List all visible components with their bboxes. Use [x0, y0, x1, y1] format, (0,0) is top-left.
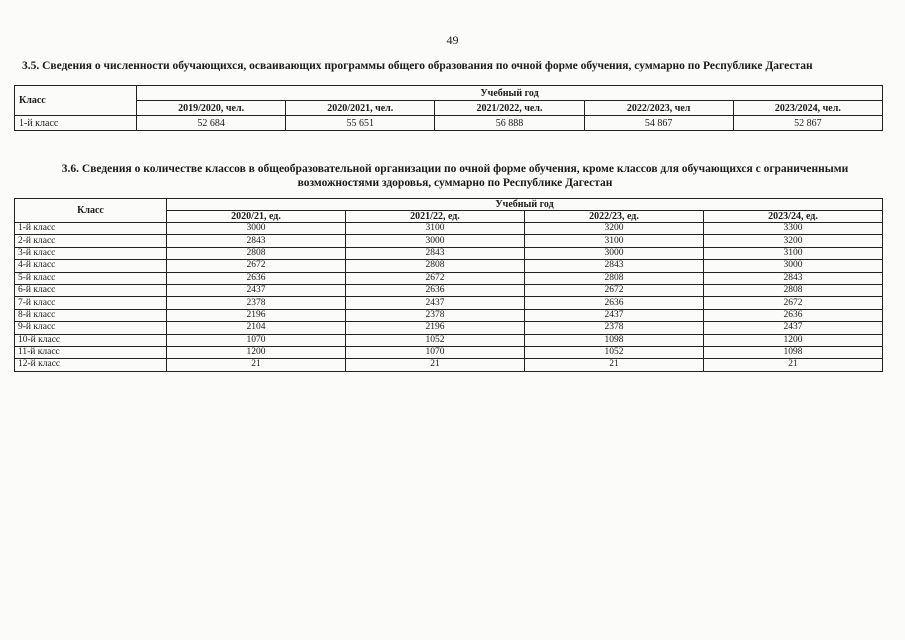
cell-value: 2843	[346, 247, 525, 259]
cell-value: 3200	[525, 223, 704, 235]
cell-value: 3100	[704, 247, 883, 259]
row-label: 8-й класс	[15, 309, 167, 321]
cell-value: 2636	[167, 272, 346, 284]
cell-value: 2636	[704, 309, 883, 321]
table-row	[15, 297, 883, 309]
cell-value: 1070	[167, 334, 346, 346]
cell-value: 1200	[167, 346, 346, 358]
row-label: 6-й класс	[15, 284, 167, 296]
cell-value: 2378	[525, 322, 704, 334]
row-label: 9-й класс	[15, 322, 167, 334]
cell-value: 2196	[346, 322, 525, 334]
table-row	[15, 284, 883, 296]
cell-value: 2808	[346, 260, 525, 272]
cell-value: 21	[167, 359, 346, 371]
cell-value: 2672	[346, 272, 525, 284]
cell-value: 54 867	[584, 116, 733, 131]
cell-value: 1052	[346, 334, 525, 346]
cell-value: 3000	[704, 260, 883, 272]
row-label: 4-й класс	[15, 260, 167, 272]
cell-value: 2843	[704, 272, 883, 284]
table-row	[15, 116, 883, 131]
academic-year-header: Учебный год	[167, 199, 883, 211]
cell-value: 3000	[346, 235, 525, 247]
cell-value: 2437	[167, 284, 346, 296]
table-row	[15, 346, 883, 358]
row-label: 3-й класс	[15, 247, 167, 259]
cell-value: 2636	[525, 297, 704, 309]
cell-value: 3100	[525, 235, 704, 247]
cell-value: 2843	[167, 235, 346, 247]
row-label: 1-й класс	[15, 223, 167, 235]
year-header: 2023/2024, чел.	[733, 101, 882, 116]
table-row	[15, 223, 883, 235]
row-label: 11-й класс	[15, 346, 167, 358]
cell-value: 3000	[525, 247, 704, 259]
cell-value: 2378	[167, 297, 346, 309]
class-column-header: Класс	[15, 86, 137, 116]
cell-value: 2104	[167, 322, 346, 334]
section-3-6-title-line1: 3.6. Сведения о количестве классов в общеобразовательной организации по очной форме обучения, кроме классов для обучающихся с ограниченными	[61, 163, 849, 175]
table-row	[15, 272, 883, 284]
cell-value: 2672	[167, 260, 346, 272]
section-3-6-title	[25, 162, 885, 190]
table-row	[15, 322, 883, 334]
cell-value: 3000	[167, 223, 346, 235]
class-column-header: Класс	[15, 199, 167, 223]
row-label: 2-й класс	[15, 235, 167, 247]
cell-value: 2437	[525, 309, 704, 321]
table-row	[15, 260, 883, 272]
cell-value: 21	[704, 359, 883, 371]
cell-value: 2808	[167, 247, 346, 259]
classes-table	[14, 198, 883, 372]
row-label: 7-й класс	[15, 297, 167, 309]
cell-value: 1200	[704, 334, 883, 346]
cell-value: 2808	[525, 272, 704, 284]
cell-value: 2672	[525, 284, 704, 296]
cell-value: 21	[525, 359, 704, 371]
academic-year-header: Учебный год	[137, 86, 883, 101]
table-row	[15, 359, 883, 371]
cell-value: 21	[346, 359, 525, 371]
cell-value: 1070	[346, 346, 525, 358]
year-header: 2019/2020, чел.	[137, 101, 286, 116]
cell-value: 2808	[704, 284, 883, 296]
cell-value: 2196	[167, 309, 346, 321]
cell-value: 2636	[346, 284, 525, 296]
cell-value: 52 684	[137, 116, 286, 131]
year-header: 2020/21, ед.	[167, 211, 346, 223]
cell-value: 3100	[346, 223, 525, 235]
section-3-5-title: 3.5. Сведения о численности обучающихся, осваивающих программы общего образования по очной форме обучения, суммарно по Республике Дагестан	[22, 60, 813, 72]
cell-value: 2437	[346, 297, 525, 309]
students-table	[14, 85, 883, 131]
year-header: 2022/2023, чел	[584, 101, 733, 116]
cell-value: 55 651	[286, 116, 435, 131]
table-row	[15, 309, 883, 321]
cell-value: 2843	[525, 260, 704, 272]
year-header: 2021/2022, чел.	[435, 101, 584, 116]
row-label: 12-й класс	[15, 359, 167, 371]
cell-value: 1098	[525, 334, 704, 346]
table-row	[15, 235, 883, 247]
table-row	[15, 247, 883, 259]
section-3-6-title-line2: возможностями здоровья, суммарно по Республике Дагестан	[297, 177, 613, 189]
table-row	[15, 334, 883, 346]
row-label: 5-й класс	[15, 272, 167, 284]
cell-value: 1052	[525, 346, 704, 358]
cell-value: 1098	[704, 346, 883, 358]
year-header: 2020/2021, чел.	[286, 101, 435, 116]
cell-value: 52 867	[733, 116, 882, 131]
row-label: 1-й класс	[15, 116, 137, 131]
year-header: 2023/24, ед.	[704, 211, 883, 223]
year-header: 2022/23, ед.	[525, 211, 704, 223]
cell-value: 2378	[346, 309, 525, 321]
year-header: 2021/22, ед.	[346, 211, 525, 223]
page-number: 49	[446, 33, 459, 47]
cell-value: 3200	[704, 235, 883, 247]
cell-value: 56 888	[435, 116, 584, 131]
cell-value: 2437	[704, 322, 883, 334]
row-label: 10-й класс	[15, 334, 167, 346]
cell-value: 2672	[704, 297, 883, 309]
cell-value: 3300	[704, 223, 883, 235]
